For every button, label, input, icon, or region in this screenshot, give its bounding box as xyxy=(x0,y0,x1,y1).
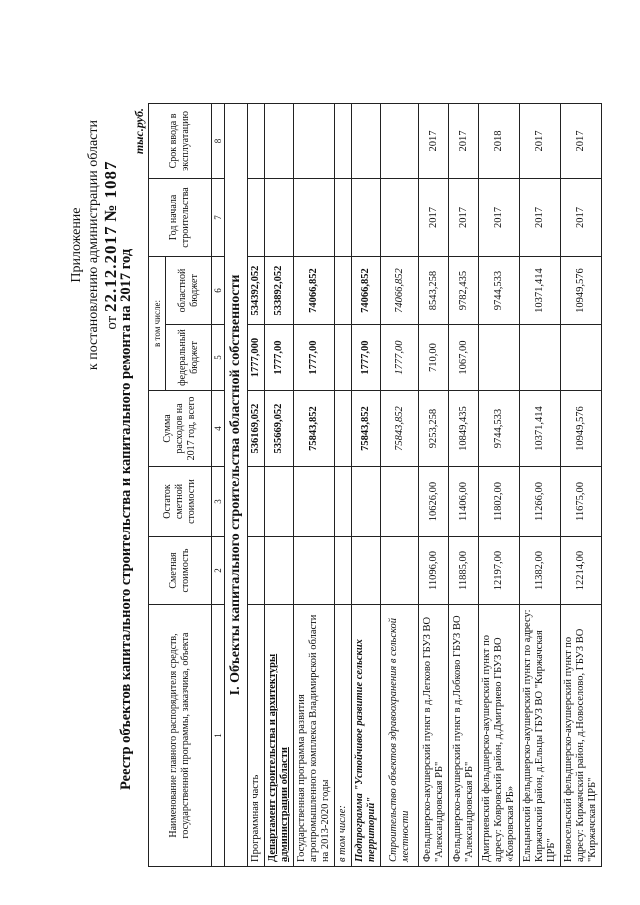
row-name: Ельцынский фельдшерско-акушерский пункт по адресу: Киржачский район, д.Ельцы ГБУЗ ВО "Киржачская ЦРБ" xyxy=(520,605,561,867)
row-name: Новосельский фельдшерско-акушерский пункт по адресу: Киржачский район, д.Новоселово, ГБУЗ ВО "Киржачская ЦРБ" xyxy=(561,605,602,867)
col-number: 2 xyxy=(212,537,225,605)
row-commission xyxy=(248,103,265,178)
header-row xyxy=(149,103,166,866)
row-remain xyxy=(381,467,419,537)
row-federal xyxy=(479,325,520,391)
row-commission: 2018 xyxy=(479,103,520,178)
row-sum2017: 75843,852 xyxy=(294,391,335,467)
header-est-cost: Сметная стоимость xyxy=(149,537,212,605)
row-est-cost: 11382,00 xyxy=(520,537,561,605)
column-number-row xyxy=(212,103,225,866)
row-sum2017: 10949,576 xyxy=(561,391,602,467)
row-start-year: 2017 xyxy=(520,178,561,256)
row-remain xyxy=(294,467,335,537)
row-federal: 710,00 xyxy=(419,325,449,391)
row-remain xyxy=(265,467,294,537)
row-name: Фельдшерско-акушерский пункт в д.Легково ГБУЗ ВО "Александровская РБ" xyxy=(419,605,449,867)
row-est-cost: 11885,00 xyxy=(449,537,479,605)
row-federal: 1067,00 xyxy=(449,325,479,391)
row-federal xyxy=(561,325,602,391)
row-sum2017: 10849,435 xyxy=(449,391,479,467)
header-name: Наименование главного распорядителя средств, государственной программы, заказчика, объекта xyxy=(149,605,212,867)
row-federal: 1777,00 xyxy=(381,325,419,391)
col-number: 1 xyxy=(212,605,225,867)
row-name: Фельдшерско-акушерский пункт в д.Лобково ГБУЗ ВО "Александровская РБ" xyxy=(449,605,479,867)
date-prefix: от xyxy=(104,315,120,330)
row-remain: 10626,00 xyxy=(419,467,449,537)
row-est-cost xyxy=(335,537,352,605)
row-start-year xyxy=(335,178,352,256)
row-remain: 11802,00 xyxy=(479,467,520,537)
row-regional: 74066,852 xyxy=(352,256,381,324)
row-est-cost xyxy=(381,537,419,605)
row-federal xyxy=(335,325,352,391)
header-start-year: Год начала строительства xyxy=(149,178,212,256)
row-remain: 11675,00 xyxy=(561,467,602,537)
row-est-cost: 11096,00 xyxy=(419,537,449,605)
row-commission: 2017 xyxy=(419,103,449,178)
resolution-label: к постановлению администрации области xyxy=(86,120,101,371)
table-row xyxy=(265,103,294,866)
row-start-year: 2017 xyxy=(561,178,602,256)
table-row xyxy=(449,103,479,866)
row-remain xyxy=(248,467,265,537)
row-start-year: 2017 xyxy=(419,178,449,256)
row-remain: 11266,00 xyxy=(520,467,561,537)
header-regional: областной бюджет xyxy=(166,256,212,324)
row-start-year xyxy=(352,178,381,256)
page-title: Реестр объектов капитального строительства и капитального ремонта на 2017 год xyxy=(118,248,134,790)
row-start-year xyxy=(381,178,419,256)
unit-label: тыс.руб. xyxy=(132,108,146,155)
table-row xyxy=(419,103,449,866)
row-commission: 2017 xyxy=(561,103,602,178)
section-row xyxy=(225,103,248,866)
row-sum2017 xyxy=(335,391,352,467)
row-regional: 74066,852 xyxy=(381,256,419,324)
row-regional: 8543,258 xyxy=(419,256,449,324)
row-est-cost: 12197,00 xyxy=(479,537,520,605)
row-regional: 534392,052 xyxy=(248,256,265,324)
table-row xyxy=(294,103,335,866)
row-commission xyxy=(335,103,352,178)
table-row xyxy=(479,103,520,866)
row-commission xyxy=(265,103,294,178)
row-start-year xyxy=(265,178,294,256)
row-name: в том числе: xyxy=(335,605,352,867)
row-federal: 1777,00 xyxy=(294,325,335,391)
row-federal: 1777,00 xyxy=(352,325,381,391)
row-remain xyxy=(335,467,352,537)
appendix-label: Приложение xyxy=(69,207,84,283)
row-est-cost xyxy=(294,537,335,605)
row-regional xyxy=(335,256,352,324)
row-federal xyxy=(520,325,561,391)
row-sum2017: 536169,052 xyxy=(248,391,265,467)
row-commission: 2017 xyxy=(449,103,479,178)
row-sum2017: 10371,414 xyxy=(520,391,561,467)
col-number: 4 xyxy=(212,391,225,467)
row-sum2017: 535669,052 xyxy=(265,391,294,467)
row-sum2017: 9253,258 xyxy=(419,391,449,467)
row-sum2017: 75843,852 xyxy=(381,391,419,467)
row-commission xyxy=(381,103,419,178)
col-number: 7 xyxy=(212,178,225,256)
table-row xyxy=(352,103,381,866)
row-est-cost xyxy=(265,537,294,605)
table-row xyxy=(520,103,561,866)
registry-table xyxy=(148,103,602,867)
row-regional: 533892,052 xyxy=(265,256,294,324)
row-commission: 2017 xyxy=(520,103,561,178)
resolution-number: № 1087 xyxy=(101,160,120,222)
col-number: 6 xyxy=(212,256,225,324)
row-remain xyxy=(352,467,381,537)
appendix-header xyxy=(68,120,121,370)
header-including: в том числе: xyxy=(149,256,166,390)
row-est-cost: 12214,00 xyxy=(561,537,602,605)
row-sum2017: 75843,852 xyxy=(352,391,381,467)
row-start-year: 2017 xyxy=(479,178,520,256)
table-row xyxy=(561,103,602,866)
col-number: 5 xyxy=(212,325,225,391)
row-sum2017: 9744,533 xyxy=(479,391,520,467)
header-remain: Остаток сметной стоимости xyxy=(149,467,212,537)
row-regional: 10371,414 xyxy=(520,256,561,324)
row-regional: 74066,852 xyxy=(294,256,335,324)
row-name: Департамент строительства и архитектуры администрации области xyxy=(265,605,294,867)
row-commission xyxy=(294,103,335,178)
resolution-date: 22.12.2017 xyxy=(101,225,120,313)
row-federal: 1777,000 xyxy=(248,325,265,391)
table-row xyxy=(381,103,419,866)
row-start-year xyxy=(294,178,335,256)
table-row xyxy=(248,103,265,866)
row-name: Строительство объектов здравоохранения в сельской местности xyxy=(381,605,419,867)
section-title: I. Объекты капитального строительства областной собственности xyxy=(225,103,248,866)
row-regional: 9744,533 xyxy=(479,256,520,324)
row-regional: 10949,576 xyxy=(561,256,602,324)
row-name: Подпрограмма "Устойчивое развитие сельских территорий" xyxy=(352,605,381,867)
row-name: Программная часть xyxy=(248,605,265,867)
row-commission xyxy=(352,103,381,178)
header-sum2017: Сумма расходов на 2017 год, всего xyxy=(149,391,212,467)
row-remain: 11406,00 xyxy=(449,467,479,537)
header-federal: федеральный бюджет xyxy=(166,325,212,391)
row-start-year xyxy=(248,178,265,256)
table-row xyxy=(335,103,352,866)
row-regional: 9782,435 xyxy=(449,256,479,324)
row-federal: 1777,00 xyxy=(265,325,294,391)
row-est-cost xyxy=(352,537,381,605)
header-commission: Срок ввода в эксплуатацию xyxy=(149,103,212,178)
row-name: Государственная программа развития агропромышленного комплекса Владимирской области на 2013-2020 годы xyxy=(294,605,335,867)
col-number: 8 xyxy=(212,103,225,178)
row-start-year: 2017 xyxy=(449,178,479,256)
col-number: 3 xyxy=(212,467,225,537)
row-est-cost xyxy=(248,537,265,605)
row-name: Дмитриевский фельдшерско-акушерский пункт по адресу: Ковровский район, д.Дмитриево ГБУЗ ВО «Ковровская РБ» xyxy=(479,605,520,867)
